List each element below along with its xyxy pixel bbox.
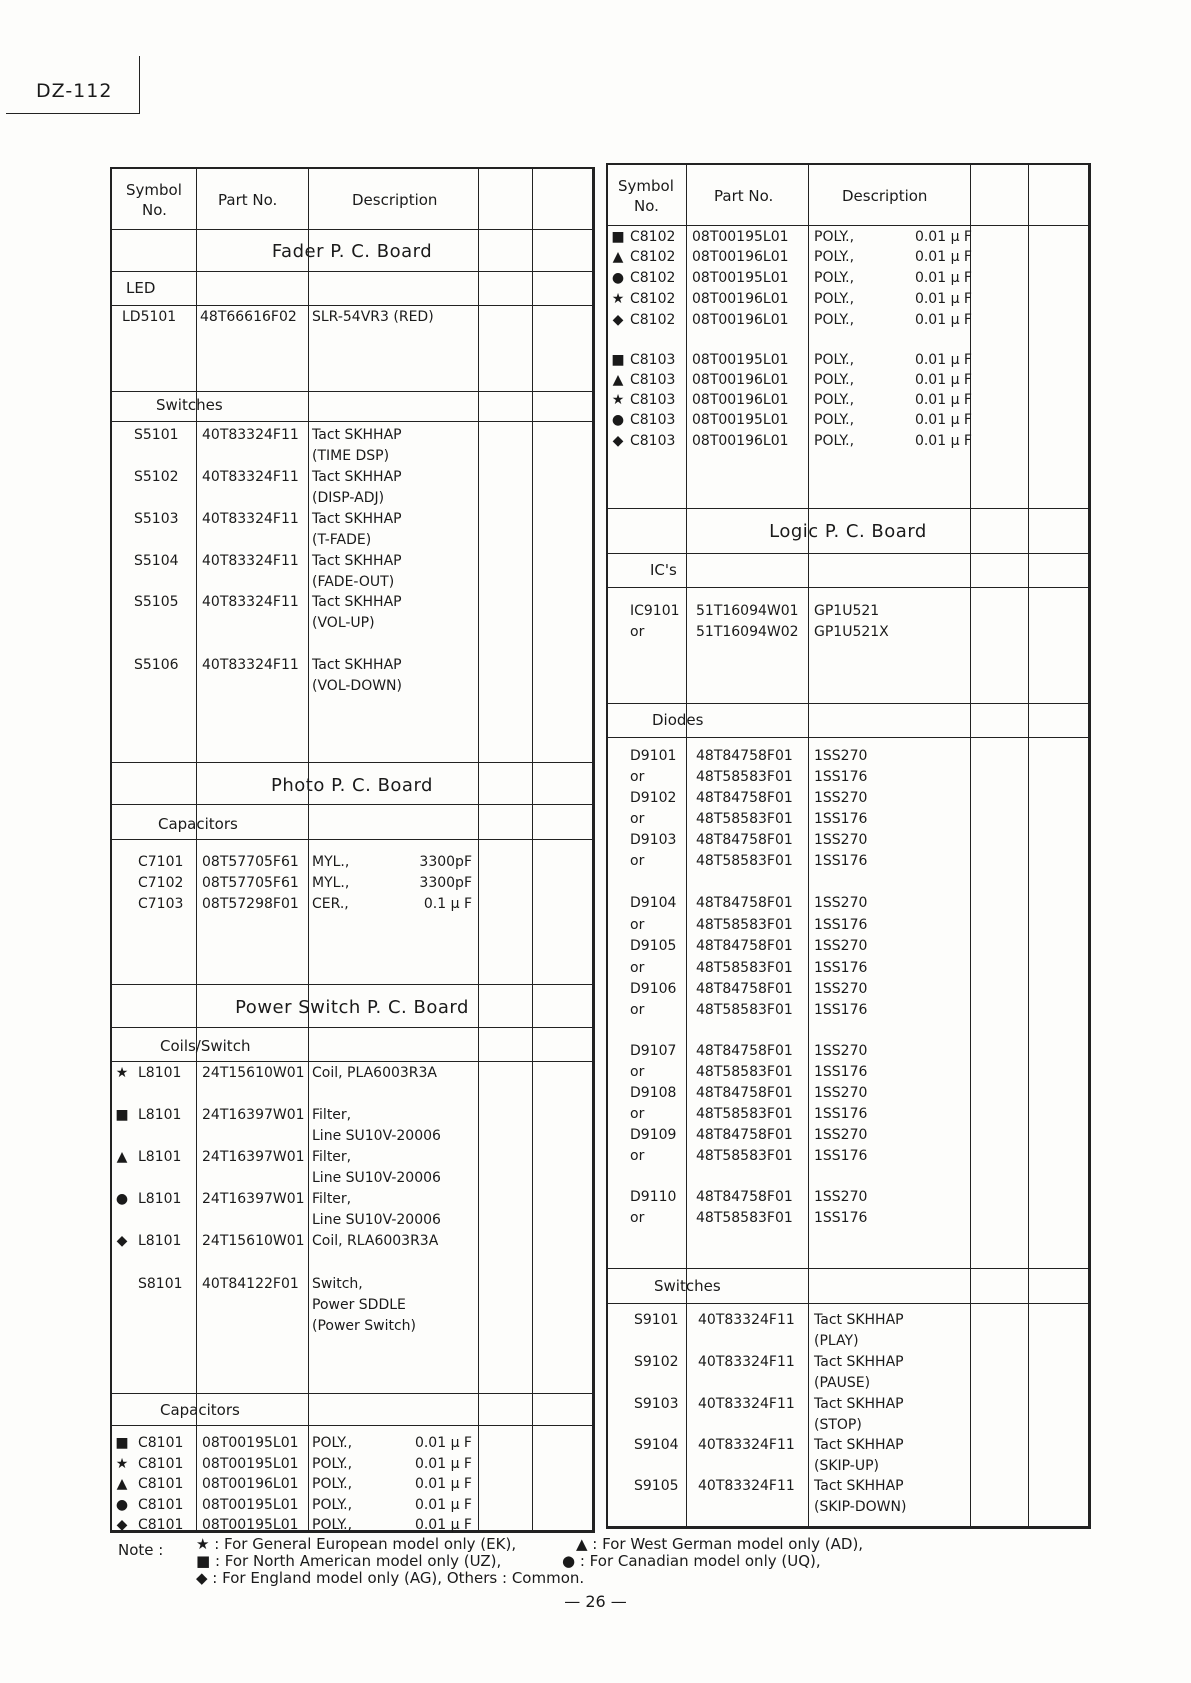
- col-line: [808, 165, 809, 1526]
- section-title-fader: Fader P. C. Board: [271, 241, 433, 262]
- row-divider: [608, 703, 1088, 704]
- model-underline: [6, 113, 140, 114]
- row-symbol: or: [630, 853, 645, 869]
- note-ek: ★ : For General European model only (EK),: [196, 1535, 517, 1553]
- row-symbol: D9104: [630, 895, 677, 911]
- row-description: Line SU10V-20006: [312, 1128, 441, 1144]
- row-part-no: 48T58583F01: [696, 960, 793, 976]
- row-description: POLY.,: [312, 1517, 353, 1533]
- note-ag: ◆ : For England model only (AG), Others : Common.: [196, 1569, 585, 1587]
- model-mark-icon: ★: [115, 1456, 129, 1472]
- model-mark-icon: ★: [611, 392, 625, 408]
- row-part-no: 08T57705F61: [202, 875, 299, 891]
- header-symbol: Symbol: [618, 177, 674, 195]
- row-part-no: 40T83324F11: [202, 511, 299, 527]
- note-uz: ■ : For North American model only (UZ),: [196, 1552, 502, 1570]
- row-symbol: C7102: [138, 875, 184, 891]
- row-part-no: 08T00195L01: [202, 1456, 299, 1472]
- row-symbol: L8101: [138, 1149, 182, 1165]
- model-mark-icon: ●: [115, 1191, 129, 1207]
- row-symbol: S9105: [634, 1478, 679, 1494]
- row-symbol: L8101: [138, 1233, 182, 1249]
- model-mark-icon: ■: [115, 1107, 129, 1123]
- model-mark-icon: ▲: [612, 249, 624, 265]
- row-description: Filter,: [312, 1107, 352, 1123]
- model-mark-icon: ★: [611, 291, 625, 307]
- row-description: Line SU10V-20006: [312, 1170, 441, 1186]
- row-part-no: 08T00195L01: [202, 1497, 299, 1513]
- row-description: 1SS270: [814, 832, 868, 848]
- row-symbol: L8101: [138, 1191, 182, 1207]
- model-mark-icon: ●: [611, 412, 625, 428]
- row-description: (Power Switch): [312, 1318, 416, 1334]
- row-part-no: 08T57705F61: [202, 854, 299, 870]
- row-value: 0.01 μ F: [914, 412, 972, 428]
- model-mark-icon: ▲: [612, 372, 624, 388]
- note-ad: ▲ : For West German model only (AD),: [576, 1535, 864, 1553]
- row-divider: [112, 1061, 592, 1062]
- header-symbol: Symbol: [126, 181, 182, 199]
- row-symbol: D9103: [630, 832, 677, 848]
- row-symbol: C8103: [630, 412, 676, 428]
- row-description: Tact SKHHAP: [312, 469, 402, 485]
- row-part-no: 48T84758F01: [696, 1085, 793, 1101]
- row-part-no: 48T84758F01: [696, 981, 793, 997]
- category-capacitors: Capacitors: [160, 1401, 240, 1419]
- row-symbol: S5104: [134, 553, 179, 569]
- row-symbol: or: [630, 1148, 645, 1164]
- row-description: Switch,: [312, 1276, 363, 1292]
- row-part-no: 08T00195L01: [692, 270, 789, 286]
- col-line: [1028, 165, 1029, 1526]
- row-part-no: 24T16397W01: [202, 1107, 305, 1123]
- row-description: (PAUSE): [814, 1375, 871, 1391]
- row-divider: [112, 421, 592, 422]
- row-part-no: 08T57298F01: [202, 896, 299, 912]
- row-symbol: L8101: [138, 1065, 182, 1081]
- row-divider: [608, 508, 1088, 509]
- row-divider: [608, 1268, 1088, 1269]
- row-symbol: or: [630, 624, 645, 640]
- row-description: 1SS270: [814, 790, 868, 806]
- model-number: DZ-112: [36, 80, 113, 102]
- row-symbol: or: [630, 1210, 645, 1226]
- row-divider: [112, 271, 592, 272]
- row-symbol: C8102: [630, 312, 676, 328]
- row-description: (PLAY): [814, 1333, 859, 1349]
- section-title-photo: Photo P. C. Board: [271, 775, 433, 796]
- row-divider: [112, 804, 592, 805]
- row-part-no: 24T16397W01: [202, 1149, 305, 1165]
- row-description: POLY.,: [814, 352, 855, 368]
- row-description: 1SS270: [814, 1189, 868, 1205]
- model-mark-icon: ★: [115, 1065, 129, 1081]
- col-line: [308, 169, 309, 1530]
- row-part-no: 40T83324F11: [202, 553, 299, 569]
- row-description: 1SS176: [814, 960, 868, 976]
- row-value: 0.01 μ F: [914, 270, 972, 286]
- row-description: 1SS270: [814, 1043, 868, 1059]
- row-symbol: C8101: [138, 1476, 184, 1492]
- row-description: Filter,: [312, 1149, 352, 1165]
- row-part-no: 08T00196L01: [692, 372, 789, 388]
- row-value: 0.01 μ F: [414, 1456, 472, 1472]
- model-mark-icon: ■: [611, 352, 625, 368]
- header-symbol-no: No.: [142, 201, 167, 219]
- header-symbol-no: No.: [634, 197, 659, 215]
- row-value: 0.01 μ F: [414, 1435, 472, 1451]
- row-divider: [608, 587, 1088, 588]
- note-uq: ● : For Canadian model only (UQ),: [562, 1552, 821, 1570]
- row-description: GP1U521: [814, 603, 880, 619]
- row-symbol: C8101: [138, 1497, 184, 1513]
- row-symbol: S8101: [138, 1276, 183, 1292]
- row-symbol: S5105: [134, 594, 179, 610]
- row-description: POLY.,: [814, 412, 855, 428]
- row-description: 1SS176: [814, 1210, 868, 1226]
- row-symbol: C8102: [630, 249, 676, 265]
- left-parts-table: [110, 167, 595, 1533]
- row-divider: [112, 1393, 592, 1394]
- note-label: Note :: [118, 1541, 164, 1559]
- row-description: POLY.,: [814, 312, 855, 328]
- row-description: (FADE-OUT): [312, 574, 395, 590]
- row-description: 1SS270: [814, 1127, 868, 1143]
- category-ics: IC's: [650, 561, 677, 579]
- row-part-no: 48T66616F02: [200, 309, 297, 325]
- model-mark-icon: ◆: [612, 433, 624, 449]
- row-value: 0.01 μ F: [414, 1497, 472, 1513]
- row-value: 0.01 μ F: [414, 1476, 472, 1492]
- row-value: 0.01 μ F: [914, 291, 972, 307]
- row-divider: [112, 391, 592, 392]
- row-divider: [112, 984, 592, 985]
- row-description: POLY.,: [814, 291, 855, 307]
- row-description: POLY.,: [814, 249, 855, 265]
- col-line: [196, 169, 197, 1530]
- row-description: (DISP-ADJ): [312, 490, 385, 506]
- row-description: Tact SKHHAP: [814, 1354, 904, 1370]
- row-value: 0.01 μ F: [414, 1517, 472, 1533]
- row-symbol: or: [630, 960, 645, 976]
- row-part-no: 24T15610W01: [202, 1065, 305, 1081]
- row-part-no: 48T58583F01: [696, 917, 793, 933]
- row-description: Line SU10V-20006: [312, 1212, 441, 1228]
- row-divider: [608, 737, 1088, 738]
- row-part-no: 48T58583F01: [696, 1210, 793, 1226]
- row-description: POLY.,: [814, 433, 855, 449]
- row-value: 0.01 μ F: [914, 352, 972, 368]
- row-part-no: 08T00196L01: [692, 291, 789, 307]
- row-description: (VOL-UP): [312, 615, 375, 631]
- row-description: 1SS176: [814, 1064, 868, 1080]
- row-description: 1SS176: [814, 1002, 868, 1018]
- row-symbol: LD5101: [122, 309, 177, 325]
- row-symbol: S5103: [134, 511, 179, 527]
- model-mark-icon: ◆: [612, 312, 624, 328]
- right-parts-table: [606, 163, 1091, 1529]
- row-description: POLY.,: [312, 1476, 353, 1492]
- model-mark-icon: ●: [115, 1497, 129, 1513]
- row-description: 1SS270: [814, 748, 868, 764]
- row-symbol: S9102: [634, 1354, 679, 1370]
- header-description: Description: [842, 187, 928, 205]
- row-description: POLY.,: [814, 392, 855, 408]
- row-part-no: 48T84758F01: [696, 895, 793, 911]
- row-symbol: C8102: [630, 270, 676, 286]
- row-symbol: S5102: [134, 469, 179, 485]
- row-description: MYL.,: [312, 854, 350, 870]
- row-part-no: 48T58583F01: [696, 1064, 793, 1080]
- row-divider: [112, 305, 592, 306]
- col-line: [970, 165, 971, 1526]
- model-mark-icon: ■: [611, 229, 625, 245]
- row-part-no: 48T58583F01: [696, 1106, 793, 1122]
- row-description: 1SS176: [814, 1148, 868, 1164]
- row-symbol: or: [630, 1002, 645, 1018]
- row-description: 1SS176: [814, 917, 868, 933]
- header-part-no: Part No.: [714, 187, 774, 205]
- row-part-no: 40T83324F11: [698, 1312, 795, 1328]
- row-symbol: or: [630, 917, 645, 933]
- row-symbol: C8103: [630, 392, 676, 408]
- row-part-no: 48T84758F01: [696, 1043, 793, 1059]
- category-switches: Switches: [654, 1277, 721, 1295]
- row-description: POLY.,: [312, 1497, 353, 1513]
- row-value: 0.01 μ F: [914, 372, 972, 388]
- row-part-no: 40T83324F11: [202, 469, 299, 485]
- row-description: CER.,: [312, 896, 349, 912]
- row-part-no: 08T00195L01: [692, 412, 789, 428]
- row-description: MYL.,: [312, 875, 350, 891]
- row-part-no: 48T84758F01: [696, 790, 793, 806]
- row-description: (SKIP-UP): [814, 1458, 879, 1474]
- row-part-no: 08T00195L01: [202, 1435, 299, 1451]
- row-description: Tact SKHHAP: [312, 511, 402, 527]
- row-value: 0.01 μ F: [914, 392, 972, 408]
- row-symbol: C8101: [138, 1517, 184, 1533]
- row-part-no: 40T83324F11: [698, 1354, 795, 1370]
- row-symbol: D9101: [630, 748, 677, 764]
- row-description: 1SS176: [814, 853, 868, 869]
- row-divider: [112, 1027, 592, 1028]
- row-description: 1SS270: [814, 938, 868, 954]
- row-symbol: S9104: [634, 1437, 679, 1453]
- row-description: 1SS270: [814, 895, 868, 911]
- row-description: SLR-54VR3 (RED): [312, 309, 434, 325]
- category-coils-switch: Coils/Switch: [160, 1037, 251, 1055]
- row-part-no: 51T16094W02: [696, 624, 799, 640]
- row-symbol: D9105: [630, 938, 677, 954]
- row-description: (T-FADE): [312, 532, 372, 548]
- row-part-no: 40T83324F11: [202, 657, 299, 673]
- row-divider: [608, 225, 1088, 226]
- row-description: Tact SKHHAP: [814, 1396, 904, 1412]
- row-part-no: 24T16397W01: [202, 1191, 305, 1207]
- row-part-no: 51T16094W01: [696, 603, 799, 619]
- row-symbol: D9107: [630, 1043, 677, 1059]
- row-description: Tact SKHHAP: [312, 553, 402, 569]
- row-description: (SKIP-DOWN): [814, 1499, 907, 1515]
- row-part-no: 48T58583F01: [696, 1148, 793, 1164]
- row-part-no: 48T84758F01: [696, 1127, 793, 1143]
- row-symbol: or: [630, 769, 645, 785]
- row-description: Tact SKHHAP: [312, 427, 402, 443]
- page-number: — 26 —: [564, 1592, 627, 1611]
- model-mark-icon: ◆: [116, 1233, 128, 1249]
- row-part-no: 48T84758F01: [696, 938, 793, 954]
- row-part-no: 40T83324F11: [202, 594, 299, 610]
- row-symbol: C8103: [630, 352, 676, 368]
- row-symbol: S5106: [134, 657, 179, 673]
- row-part-no: 40T83324F11: [698, 1478, 795, 1494]
- row-part-no: 24T15610W01: [202, 1233, 305, 1249]
- row-description: Coil, PLA6003R3A: [312, 1065, 438, 1081]
- row-description: (TIME DSP): [312, 448, 390, 464]
- row-symbol: S5101: [134, 427, 179, 443]
- row-description: POLY.,: [312, 1456, 353, 1472]
- row-divider: [608, 553, 1088, 554]
- row-description: Tact SKHHAP: [312, 594, 402, 610]
- row-symbol: D9110: [630, 1189, 677, 1205]
- row-symbol: C8101: [138, 1456, 184, 1472]
- row-part-no: 40T84122F01: [202, 1276, 299, 1292]
- category-switches: Switches: [156, 396, 223, 414]
- row-value: 0.01 μ F: [914, 312, 972, 328]
- row-symbol: C7101: [138, 854, 184, 870]
- row-description: 1SS176: [814, 811, 868, 827]
- row-divider: [112, 229, 592, 230]
- row-value: 0.01 μ F: [914, 433, 972, 449]
- row-part-no: 40T83324F11: [698, 1437, 795, 1453]
- row-symbol: D9108: [630, 1085, 677, 1101]
- row-symbol: D9109: [630, 1127, 677, 1143]
- model-divider: [139, 56, 140, 114]
- row-symbol: D9106: [630, 981, 677, 997]
- model-mark-icon: ◆: [116, 1517, 128, 1533]
- row-description: (STOP): [814, 1417, 862, 1433]
- row-description: POLY.,: [814, 229, 855, 245]
- row-description: 1SS176: [814, 769, 868, 785]
- row-description: POLY.,: [814, 372, 855, 388]
- row-part-no: 48T58583F01: [696, 811, 793, 827]
- row-description: Tact SKHHAP: [814, 1312, 904, 1328]
- row-part-no: 08T00196L01: [692, 249, 789, 265]
- row-description: GP1U521X: [814, 624, 889, 640]
- header-description: Description: [352, 191, 438, 209]
- row-part-no: 48T84758F01: [696, 832, 793, 848]
- row-symbol: or: [630, 1064, 645, 1080]
- row-value: 3300pF: [419, 854, 472, 870]
- row-symbol: or: [630, 1106, 645, 1122]
- model-mark-icon: ■: [115, 1435, 129, 1451]
- col-line: [532, 169, 533, 1530]
- model-mark-icon: ●: [611, 270, 625, 286]
- row-divider: [112, 1425, 592, 1426]
- section-title-power-switch: Power Switch P. C. Board: [235, 997, 469, 1018]
- row-divider: [608, 1303, 1088, 1304]
- row-symbol: IC9101: [630, 603, 680, 619]
- row-description: Tact SKHHAP: [814, 1478, 904, 1494]
- row-description: Power SDDLE: [312, 1297, 406, 1313]
- row-symbol: C8103: [630, 372, 676, 388]
- row-value: 0.1 μ F: [423, 896, 472, 912]
- model-mark-icon: ▲: [116, 1149, 128, 1165]
- row-part-no: 08T00196L01: [692, 392, 789, 408]
- row-symbol: S9101: [634, 1312, 679, 1328]
- row-part-no: 08T00196L01: [692, 312, 789, 328]
- row-symbol: S9103: [634, 1396, 679, 1412]
- row-part-no: 48T58583F01: [696, 853, 793, 869]
- row-part-no: 48T84758F01: [696, 748, 793, 764]
- row-divider: [112, 762, 592, 763]
- row-symbol: C8101: [138, 1435, 184, 1451]
- row-part-no: 40T83324F11: [202, 427, 299, 443]
- row-description: 1SS270: [814, 1085, 868, 1101]
- row-symbol: L8101: [138, 1107, 182, 1123]
- row-description: POLY.,: [312, 1435, 353, 1451]
- row-description: 1SS176: [814, 1106, 868, 1122]
- row-description: 1SS270: [814, 981, 868, 997]
- col-line: [686, 165, 687, 1526]
- row-description: (VOL-DOWN): [312, 678, 402, 694]
- row-symbol: C8103: [630, 433, 676, 449]
- row-description: Tact SKHHAP: [814, 1437, 904, 1453]
- row-description: POLY.,: [814, 270, 855, 286]
- row-value: 3300pF: [419, 875, 472, 891]
- row-symbol: C7103: [138, 896, 184, 912]
- row-description: Coil, RLA6003R3A: [312, 1233, 439, 1249]
- model-mark-icon: ▲: [116, 1476, 128, 1492]
- row-description: Filter,: [312, 1191, 352, 1207]
- header-part-no: Part No.: [218, 191, 278, 209]
- row-symbol: D9102: [630, 790, 677, 806]
- row-part-no: 40T83324F11: [698, 1396, 795, 1412]
- row-divider: [112, 839, 592, 840]
- row-symbol: C8102: [630, 291, 676, 307]
- row-part-no: 08T00195L01: [692, 229, 789, 245]
- row-symbol: or: [630, 811, 645, 827]
- row-value: 0.01 μ F: [914, 249, 972, 265]
- row-part-no: 48T58583F01: [696, 1002, 793, 1018]
- row-value: 0.01 μ F: [914, 229, 972, 245]
- row-part-no: 08T00196L01: [202, 1476, 299, 1492]
- row-part-no: 48T58583F01: [696, 769, 793, 785]
- category-diodes: Diodes: [652, 711, 704, 729]
- row-symbol: C8102: [630, 229, 676, 245]
- row-description: Tact SKHHAP: [312, 657, 402, 673]
- row-part-no: 48T84758F01: [696, 1189, 793, 1205]
- row-part-no: 08T00195L01: [202, 1517, 299, 1533]
- row-part-no: 08T00195L01: [692, 352, 789, 368]
- col-line: [478, 169, 479, 1530]
- category-capacitors: Capacitors: [158, 815, 238, 833]
- section-title-logic: Logic P. C. Board: [769, 521, 927, 542]
- row-part-no: 08T00196L01: [692, 433, 789, 449]
- category-led: LED: [126, 279, 156, 297]
